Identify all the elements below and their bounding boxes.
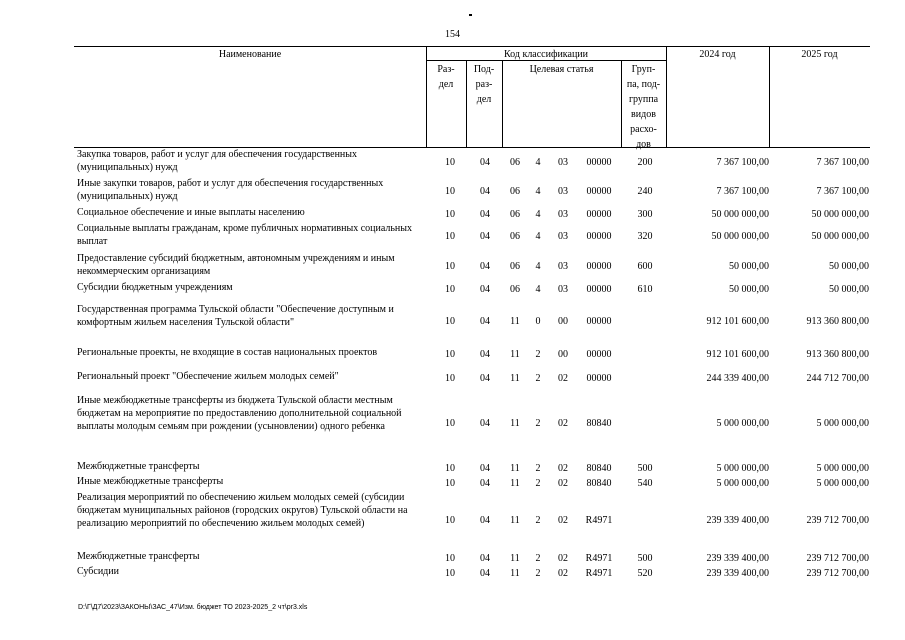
row-cs3: 03	[558, 209, 568, 220]
row-cs3: 02	[558, 373, 568, 384]
row-y2024: 5 000 000,00	[716, 418, 769, 429]
row-cs2: 4	[535, 284, 541, 295]
row-y2025: 913 360 800,00	[806, 315, 869, 327]
row-razdel: 10	[445, 373, 455, 384]
table-row	[0, 492, 905, 550]
row-name: Предоставление субсидий бюджетным, автономным учреждениям и иным некоммерческим организациям	[77, 253, 395, 277]
row-cs2: 0	[535, 315, 541, 327]
row-y2025: 5 000 000,00	[816, 463, 869, 474]
table-row	[0, 282, 905, 298]
row-razdel: 10	[445, 231, 455, 242]
row-cs2: 2	[535, 463, 541, 474]
row-y2025: 50 000 000,00	[811, 231, 869, 242]
row-razdel: 10	[445, 284, 455, 295]
row-y2025: 239 712 700,00	[806, 568, 869, 579]
page-number: 154	[445, 29, 460, 40]
row-name: Субсидии	[77, 566, 119, 577]
row-podrazdel: 04	[480, 185, 490, 197]
row-cs1: 06	[510, 209, 520, 220]
row-y2025: 50 000,00	[829, 284, 869, 295]
table-row	[0, 178, 905, 205]
row-y2024: 5 000 000,00	[716, 463, 769, 474]
row-razdel: 10	[445, 515, 455, 526]
row-cs1: 11	[510, 315, 520, 327]
row-name: Иные межбюджетные трансферты из бюджета Тульской области местным бюджетам на мероприятие по предоставлению дополнительной социальной выплаты молодым семьям при рождении (усыновлении) одного ребенка	[77, 395, 402, 432]
row-vr: 500	[637, 553, 653, 564]
header-subsection: Под- раз- дел	[473, 64, 495, 105]
row-vr: 300	[637, 209, 653, 220]
row-razdel: 10	[445, 568, 455, 579]
row-y2024: 244 339 400,00	[706, 373, 769, 384]
row-podrazdel: 04	[480, 478, 490, 489]
row-cs4: R4971	[585, 515, 613, 526]
row-razdel: 10	[445, 209, 455, 220]
row-cs1: 06	[510, 185, 520, 197]
row-cs4: 80840	[586, 418, 612, 429]
row-cs2: 2	[535, 478, 541, 489]
row-cs1: 11	[510, 553, 520, 564]
row-y2024: 50 000 000,00	[711, 231, 769, 242]
row-y2025: 50 000 000,00	[811, 209, 869, 220]
row-cs1: 11	[510, 373, 520, 384]
row-cs3: 02	[558, 478, 568, 489]
row-name: Межбюджетные трансферты	[77, 461, 200, 472]
row-cs3: 03	[558, 156, 568, 168]
row-y2025: 239 712 700,00	[806, 515, 869, 526]
row-y2025: 5 000 000,00	[816, 418, 869, 429]
header-classification: Код классификации	[503, 49, 589, 60]
row-cs1: 06	[510, 261, 520, 272]
row-cs3: 03	[558, 284, 568, 295]
table-row	[0, 371, 905, 387]
row-cs1: 06	[510, 231, 520, 242]
row-podrazdel: 04	[480, 209, 490, 220]
header-expense-group: Груп- па, под- группа видов расхо- дов	[626, 64, 661, 150]
row-cs1: 06	[510, 284, 520, 295]
row-podrazdel: 04	[480, 231, 490, 242]
table-row	[0, 347, 905, 363]
table-row	[0, 207, 905, 223]
row-razdel: 10	[445, 315, 455, 327]
row-cs4: 00000	[586, 231, 612, 242]
row-cs3: 03	[558, 261, 568, 272]
table-row	[0, 149, 905, 176]
row-cs4: 00000	[586, 209, 612, 220]
row-name: Субсидии бюджетным учреждениям	[77, 282, 233, 293]
row-cs2: 4	[535, 209, 541, 220]
page-mark	[469, 14, 472, 16]
table-row	[0, 461, 905, 477]
row-name: Межбюджетные трансферты	[77, 551, 200, 562]
row-cs4: 00000	[586, 261, 612, 272]
row-y2025: 244 712 700,00	[806, 373, 869, 384]
row-y2025: 50 000,00	[829, 261, 869, 272]
row-cs2: 2	[535, 568, 541, 579]
row-cs2: 4	[535, 185, 541, 197]
row-cs4: 00000	[586, 373, 612, 384]
row-cs2: 4	[535, 156, 541, 168]
row-cs1: 06	[510, 156, 520, 168]
table-row	[0, 566, 905, 582]
table-row	[0, 223, 905, 251]
row-y2024: 50 000,00	[729, 284, 769, 295]
row-cs1: 11	[510, 568, 520, 579]
row-cs3: 00	[558, 349, 568, 360]
row-cs3: 02	[558, 463, 568, 474]
row-cs4: R4971	[585, 568, 613, 579]
row-cs1: 11	[510, 515, 520, 526]
row-razdel: 10	[445, 261, 455, 272]
row-cs2: 4	[535, 261, 541, 272]
row-podrazdel: 04	[480, 373, 490, 384]
row-y2024: 7 367 100,00	[716, 156, 769, 168]
header-target-article: Целевая статья	[529, 64, 594, 75]
row-cs4: R4971	[585, 553, 613, 564]
header-section: Раз- дел	[437, 64, 455, 90]
row-cs4: 00000	[586, 156, 612, 168]
row-name: Закупка товаров, работ и услуг для обеспечения государственных (муниципальных) нужд	[77, 149, 358, 173]
row-y2025: 7 367 100,00	[816, 185, 869, 197]
row-vr: 500	[637, 463, 653, 474]
row-razdel: 10	[445, 156, 455, 168]
header-year-2024: 2024 год	[699, 49, 736, 60]
header-bottom-border	[74, 147, 870, 148]
row-cs4: 00000	[586, 315, 612, 327]
file-path-footer: D:\Г\Д7\2023\ЗАКОНЫ\ЗАС_47\Изм. бюджет ТО 2023-2025_2 чт\pr3.xls	[78, 604, 308, 611]
row-cs2: 2	[535, 373, 541, 384]
row-cs2: 2	[535, 553, 541, 564]
row-y2024: 50 000 000,00	[711, 209, 769, 220]
row-name: Региональный проект "Обеспечение жильем молодых семей"	[77, 371, 339, 382]
table-row	[0, 253, 905, 281]
row-razdel: 10	[445, 349, 455, 360]
row-podrazdel: 04	[480, 463, 490, 474]
row-cs3: 02	[558, 568, 568, 579]
row-y2024: 5 000 000,00	[716, 478, 769, 489]
row-cs2: 2	[535, 349, 541, 360]
table-row	[0, 551, 905, 567]
row-cs1: 11	[510, 349, 520, 360]
row-y2024: 50 000,00	[729, 261, 769, 272]
row-vr: 600	[637, 261, 653, 272]
row-cs2: 4	[535, 231, 541, 242]
row-cs3: 00	[558, 315, 568, 327]
row-y2024: 239 339 400,00	[706, 568, 769, 579]
row-name: Социальные выплаты гражданам, кроме публичных нормативных социальных выплат	[77, 223, 412, 247]
row-vr: 320	[637, 231, 653, 242]
row-y2025: 5 000 000,00	[816, 478, 869, 489]
row-podrazdel: 04	[480, 284, 490, 295]
row-cs1: 11	[510, 478, 520, 489]
row-y2025: 7 367 100,00	[816, 156, 869, 168]
row-podrazdel: 04	[480, 349, 490, 360]
row-cs4: 00000	[586, 349, 612, 360]
row-name: Иные закупки товаров, работ и услуг для обеспечения государственных (муниципальных) нужд	[77, 178, 384, 202]
row-y2025: 239 712 700,00	[806, 553, 869, 564]
row-podrazdel: 04	[480, 261, 490, 272]
row-vr: 610	[637, 284, 653, 295]
table-row	[0, 476, 905, 492]
row-cs4: 00000	[586, 185, 612, 197]
row-cs3: 02	[558, 515, 568, 526]
row-y2025: 913 360 800,00	[806, 349, 869, 360]
row-cs3: 03	[558, 185, 568, 197]
row-podrazdel: 04	[480, 315, 490, 327]
row-name: Государственная программа Тульской области "Обеспечение доступным и комфортным жильем населения Тульской области"	[77, 304, 394, 328]
table-row	[0, 395, 905, 453]
row-y2024: 239 339 400,00	[706, 553, 769, 564]
row-cs3: 03	[558, 231, 568, 242]
row-y2024: 7 367 100,00	[716, 185, 769, 197]
row-cs2: 2	[535, 418, 541, 429]
row-podrazdel: 04	[480, 515, 490, 526]
row-razdel: 10	[445, 463, 455, 474]
row-cs1: 11	[510, 418, 520, 429]
row-podrazdel: 04	[480, 156, 490, 168]
row-name: Иные межбюджетные трансферты	[77, 476, 224, 487]
row-razdel: 10	[445, 418, 455, 429]
row-podrazdel: 04	[480, 568, 490, 579]
row-razdel: 10	[445, 185, 455, 197]
row-cs1: 11	[510, 463, 520, 474]
row-y2024: 912 101 600,00	[706, 315, 769, 327]
row-vr: 540	[637, 478, 653, 489]
row-name: Реализация мероприятий по обеспечению жильем молодых семей (субсидии бюджетам муниципальных районов (городских округов) Тульской области на реализацию мероприятий по обеспечению жильем молодых семей)	[77, 492, 408, 529]
row-razdel: 10	[445, 553, 455, 564]
row-podrazdel: 04	[480, 553, 490, 564]
header-name: Наименование	[218, 49, 282, 60]
row-cs4: 80840	[586, 478, 612, 489]
row-vr: 520	[637, 568, 653, 579]
row-vr: 200	[637, 156, 653, 168]
row-podrazdel: 04	[480, 418, 490, 429]
table-row	[0, 304, 905, 339]
row-name: Региональные проекты, не входящие в состав национальных проектов	[77, 347, 378, 358]
row-vr: 240	[637, 185, 653, 197]
row-cs3: 02	[558, 418, 568, 429]
row-y2024: 239 339 400,00	[706, 515, 769, 526]
row-y2024: 912 101 600,00	[706, 349, 769, 360]
row-cs4: 80840	[586, 463, 612, 474]
row-cs2: 2	[535, 515, 541, 526]
row-razdel: 10	[445, 478, 455, 489]
header-year-2025: 2025 год	[801, 49, 838, 60]
row-cs4: 00000	[586, 284, 612, 295]
row-name: Социальное обеспечение и иные выплаты населению	[77, 207, 305, 218]
row-cs3: 02	[558, 553, 568, 564]
